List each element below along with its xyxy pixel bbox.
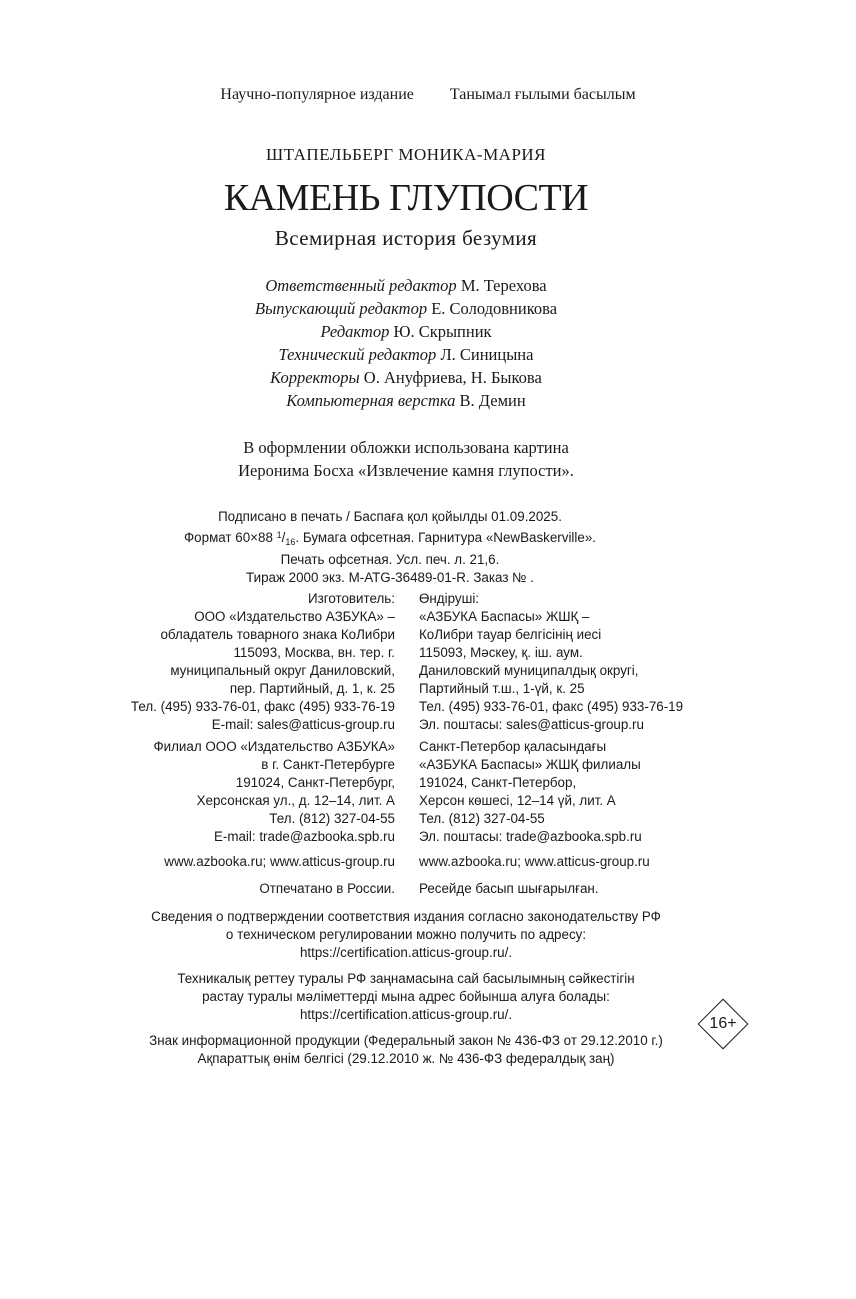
printing-line: Печать офсетная. Усл. печ. л. 21,6. (280, 552, 500, 567)
manufacturer-kz-line: 115093, Мәскеу, қ. іш. аум. (419, 645, 583, 660)
manufacturer-ru (131, 590, 395, 734)
branch-ru-line: E-mail: trade@azbooka.spb.ru (213, 829, 395, 844)
age-rating-label: 16+ (709, 1015, 737, 1032)
run-line: Тираж 2000 экз. M-ATG-36489-01-R. Заказ № . (246, 570, 534, 585)
format-fraction: $^1/_{16}$ (276, 530, 296, 547)
credit-role: Компьютерная верстка (286, 391, 456, 410)
credit-line (0, 366, 812, 389)
branch-kz-line: Тел. (812) 327-04-55 (419, 811, 545, 826)
edition-kz: Танымал ғылыми басылым (449, 86, 636, 103)
manufacturer-kz-line: Тел. (495) 933-76-01, факс (495) 933-76-19 (419, 699, 684, 714)
manufacturer-ru-line: Изготовитель: (307, 591, 395, 606)
edition-type (0, 86, 856, 104)
manufacturer-kz-line: КоЛибри тауар белгісінің иесі (419, 627, 602, 642)
credit-name: М. Терехова (460, 276, 547, 295)
branch-ru-line: Филиал ООО «Издательство АЗБУКА» (153, 739, 395, 754)
printed-in-kz: Ресейде басып шығарылған. (419, 881, 599, 896)
branch-ru-line: в г. Санкт-Петербурге (261, 757, 395, 772)
format-line (0, 526, 780, 551)
credit-role: Технический редактор (278, 345, 437, 364)
credit-line (0, 343, 812, 366)
branch-ru (153, 738, 395, 846)
cover-note-line: В оформлении обложки использована картина (243, 438, 569, 457)
format-prefix: Формат 60×88 (184, 530, 273, 545)
manufacturer-kz-line: «АЗБУКА Баспасы» ЖШҚ – (419, 609, 590, 624)
certification-kz (0, 970, 812, 1024)
manufacturer-kz (419, 590, 683, 734)
manufacturer-ru-line: E-mail: sales@atticus-group.ru (211, 717, 395, 732)
websites-ru: www.azbooka.ru; www.atticus-group.ru (164, 854, 395, 869)
age-rating-badge (697, 998, 749, 1050)
branch-ru-line: Херсонская ул., д. 12–14, лит. А (196, 793, 395, 808)
credit-line (0, 389, 812, 412)
edition-ru: Научно-популярное издание (220, 86, 414, 103)
credit-name: В. Демин (459, 391, 526, 410)
credit-role: Выпускающий редактор (254, 299, 428, 318)
credit-role: Ответственный редактор (265, 276, 457, 295)
branch-kz-line: 191024, Санкт-Петербор, (419, 775, 577, 790)
credit-name: Е. Солодовникова (431, 299, 558, 318)
book-title: КАМЕНЬ ГЛУПОСТИ (223, 177, 589, 219)
format-den: 16 (285, 537, 296, 547)
websites-kz: www.azbooka.ru; www.atticus-group.ru (419, 854, 650, 869)
info-sign-kz: Ақпараттық өнім белгісі (29.12.2010 ж. № 436-ФЗ федералдық заң) (197, 1051, 615, 1066)
manufacturer-kz-line: Партийный т.ш., 1-үй, к. 25 (419, 681, 585, 696)
branch-kz-line: Санкт-Петербор қаласындағы (419, 739, 607, 754)
manufacturer-ru-line: пер. Партийный, д. 1, к. 25 (229, 681, 395, 696)
manufacturer-kz-line: Өндіруші: (419, 591, 480, 606)
manufacturer-ru-line: 115093, Москва, вн. тер. г. (233, 645, 395, 660)
credit-role: Редактор (320, 322, 390, 341)
branch-kz-line: «АЗБУКА Баспасы» ЖШҚ филиалы (419, 757, 641, 772)
branch-kz-line: Эл. поштасы: trade@azbooka.spb.ru (419, 829, 642, 844)
certification-ru-line: о техническом регулировании можно получить по адресу: (225, 927, 587, 942)
certification-ru-line: https://certification.atticus-group.ru/. (299, 945, 513, 960)
certification-ru (0, 908, 812, 962)
credit-line (0, 320, 812, 343)
book-author: ШТАПЕЛЬБЕРГ МОНИКА-МАРИЯ (265, 145, 547, 164)
cover-note (0, 436, 812, 482)
certification-kz-line: https://certification.atticus-group.ru/. (299, 1007, 513, 1022)
branch-ru-line: 191024, Санкт-Петербург, (235, 775, 395, 790)
manufacturer-kz-line: Даниловский муниципалдық округі, (419, 663, 639, 678)
credit-name: Ю. Скрыпник (393, 322, 492, 341)
credit-line (0, 274, 812, 297)
credits-block (0, 274, 812, 412)
certification-kz-line: Техникалық реттеу туралы РФ заңнамасына сай басылымның сәйкестігін (177, 971, 635, 986)
manufacturer-kz-line: Эл. поштасы: sales@atticus-group.ru (419, 717, 644, 732)
book-subtitle: Всемирная история безумия (274, 226, 538, 250)
info-sign (0, 1032, 812, 1068)
cover-note-line: Иеронима Босха «Извлечение камня глупости». (238, 461, 574, 480)
print-info (0, 508, 780, 587)
manufacturer-ru-line: Тел. (495) 933-76-01, факс (495) 933-76-19 (130, 699, 395, 714)
manufacturer-ru-line: ООО «Издательство АЗБУКА» – (194, 609, 395, 624)
format-num: 1 (276, 530, 282, 540)
certification-kz-line: растау туралы мәліметтерді мына адрес бойынша алуға болады: (202, 989, 610, 1004)
manufacturer-ru-line: муниципальный округ Даниловский, (170, 663, 395, 678)
credit-line (0, 297, 812, 320)
certification-ru-line: Сведения о подтверждении соответствия издания согласно законодательству РФ (151, 909, 661, 924)
credit-name: О. Ануфриева, Н. Быкова (363, 368, 542, 387)
branch-kz-line: Херсон көшесі, 12–14 үй, лит. А (419, 793, 616, 808)
info-sign-ru: Знак информационной продукции (Федеральный закон № 436-ФЗ от 29.12.2010 г.) (149, 1033, 663, 1048)
credit-name: Л. Синицына (440, 345, 534, 364)
format-suffix: . Бумага офсетная. Гарнитура «NewBaskerville». (295, 530, 596, 545)
manufacturer-ru-line: обладатель товарного знака КоЛибри (160, 627, 395, 642)
signed-date: Подписано в печать / Баспаға қол қойылды 01.09.2025. (218, 509, 562, 524)
credit-role: Корректоры (270, 368, 360, 387)
branch-ru-line: Тел. (812) 327-04-55 (269, 811, 395, 826)
printed-in-ru: Отпечатано в России. (259, 881, 395, 896)
branch-kz (419, 738, 642, 846)
